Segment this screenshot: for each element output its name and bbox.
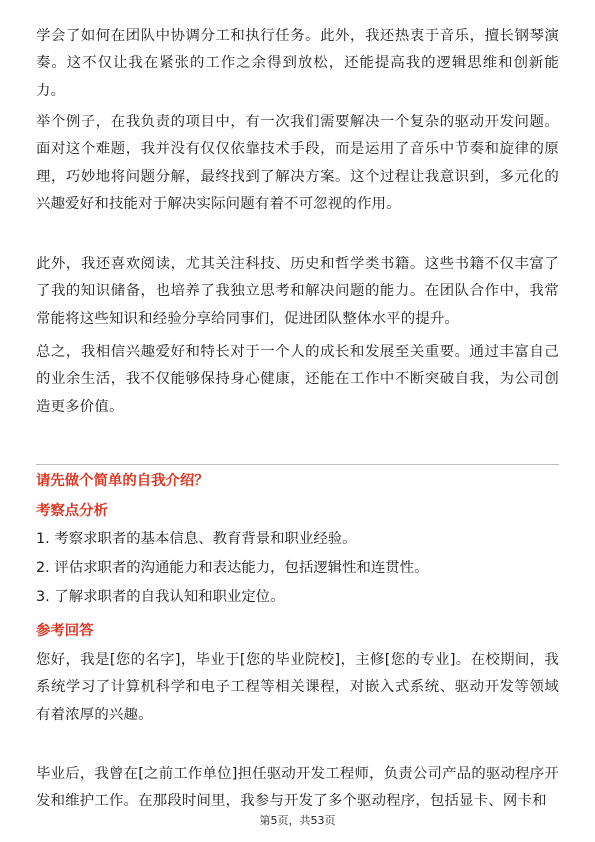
intro-paragraph-2: 举个例子，在我负责的项目中，有一次我们需要解决一个复杂的驱动开发问题。面对这个难题，我并没有仅仅依靠技术手段，而是运用了音乐中节奏和旋律的原理，巧妙地将问题分解，最终找到了解决方案。这个过程让我意识到，多元化的兴趣爱好和技能对于解决实际问题有着不可忽视的作用。 [36,114,559,213]
intro-paragraph-3: 此外，我还喜欢阅读，尤其关注科技、历史和哲学类书籍。这些书籍不仅丰富了了我的知识储备，也培养了我独立思考和解决问题的能力。在团队合作中，我常常能将这些知识和经验分享给同事们，促进团队整体水平的提升。 [36,256,559,327]
analysis-item-3: 3. 了解求职者的自我认知和职业定位。 [36,589,285,605]
analysis-item-1: 1. 考察求职者的基本信息、教育背景和职业经验。 [36,531,357,547]
intro-paragraph-4: 总之，我相信兴趣爱好和特长对于一个人的成长和发展至关重要。通过丰富自己的业余生活，我不仅能够保持身心健康，还能在工作中不断突破自我，为公司创造更多价值。 [36,344,559,415]
answer-paragraph-1: 您好，我是[您的名字]，毕业于[您的毕业院校]，主修[您的专业]。在校期间，我系统学习了计算机科学和电子工程等相关课程，对嵌入式系统、驱动开发等领域有着浓厚的兴趣。 [36,652,559,723]
analysis-heading: 考察点分析 [36,503,108,519]
analysis-item-2: 2. 评估求职者的沟通能力和表达能力，包括逻辑性和连贯性。 [36,560,429,576]
intro-paragraph-1: 学会了如何在团队中协调分工和执行任务。此外，我还热衷于音乐，擅长钢琴演奏。这不仅让我在紧张的工作之余得到放松，还能提高我的逻辑思维和创新能力。 [36,28,559,99]
section-divider [36,464,559,465]
page-number-footer: 第5页，共53页 [259,814,336,827]
question-title: 请先做个简单的自我介绍？ [36,473,209,489]
answer-paragraph-2: 毕业后，我曾在[之前工作单位]担任驱动开发工程师，负责公司产品的驱动程序开发和维护工作。在那段时间里，我参与开发了多个驱动程序，包括显卡、网卡和 [36,766,559,810]
answer-heading: 参考回答 [36,623,94,639]
